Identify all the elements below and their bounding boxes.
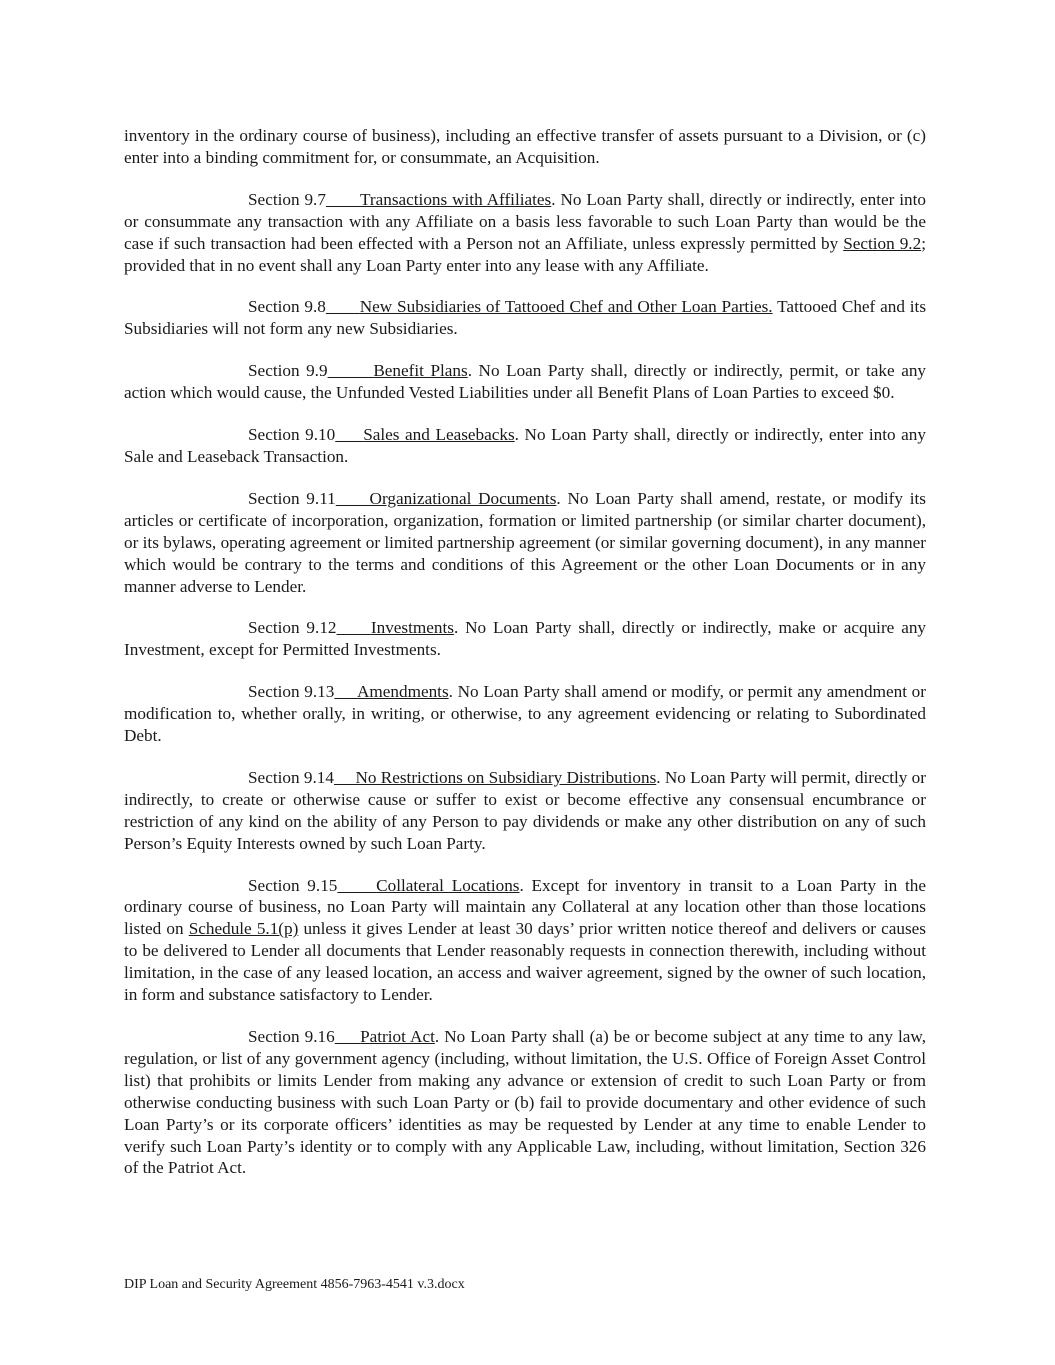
section-9-15: [124, 875, 926, 1006]
section-text: ; provided that in no event shall any Loan Party enter into any lease with any Affiliate.: [124, 233, 926, 275]
section-title: Patriot Act: [360, 1027, 435, 1046]
section-text: unless it gives Lender at least 30 days’ prior written notice thereof and delivers or causes to be delivered to Lender all documents that Lender reasonably requests in connection therewith, including without limitation, in the case of any leased location, an access and waiver agreement, signed by the owner of such location, in form and substance satisfactory to Lender.: [124, 919, 926, 1005]
section-9-10: [124, 424, 926, 468]
section-number: Section 9.8: [248, 297, 326, 317]
section-text: . No Loan Party shall, directly or indirectly, make or acquire any Investment, except for Permitted Investments.: [124, 618, 927, 660]
section-text: . No Loan Party shall, directly or indirectly, permit, or take any action which would cause, the Unfunded Vested Liabilities under all Benefit Plans of Loan Parties to exceed $0.: [124, 361, 927, 403]
section-number: Section 9.12: [248, 618, 337, 638]
section-number: Section 9.9: [248, 361, 328, 381]
section-number: Section 9.15: [248, 875, 338, 895]
section-number: Section 9.13: [248, 682, 335, 702]
section-text: . No Loan Party shall (a) be or become subject at any time to any law, regulation, or list of any government agency (including, without limitation, the U.S. Office of Foreign Asset Control list) that prohibits or limits Lender from making any advance or extension of credit to such Loan Party or from otherwise conducting business with such Loan Party or (b) fail to provide documentary and other evidence of such Loan Party’s or its corporate officers’ identities as may be requested by Lender at any time to enable Lender to verify such Loan Party’s identity or to comply with any Applicable Law, including, without limitation, Section 326 of the Patriot Act.: [124, 1027, 927, 1178]
section-text: . No Loan Party shall, directly or indirectly, enter into or consummate any transaction with any Affiliate on a basis less favorable to such Loan Party than would be the case if such transaction had been effected with a Person not an Affiliate, unless expressly permitted by: [124, 189, 926, 253]
section-reference-link[interactable]: Section 9.2: [843, 233, 922, 253]
section-number: Section 9.11: [248, 488, 336, 508]
section-title: Organizational Documents: [369, 488, 557, 508]
section-number: Section 9.16: [248, 1027, 335, 1046]
section-text: . No Loan Party shall, directly or indirectly, enter into any Sale and Leaseback Transaction.: [124, 425, 926, 466]
section-reference-link[interactable]: Schedule 5.1(p): [188, 919, 299, 939]
section-title: Collateral Locations: [376, 875, 520, 895]
section-title: Transactions with Affiliates: [360, 189, 552, 209]
section-title: Benefit Plans: [373, 361, 468, 381]
section-title: Amendments: [356, 682, 449, 702]
section-number: Section 9.14: [248, 767, 334, 787]
intro-text: inventory in the ordinary course of business), including an effective transfer of assets pursuant to a Division, or (c) enter into a binding commitment for, or consummate, an Acquisition.: [124, 126, 926, 167]
page-footer: DIP Loan and Security Agreement 4856-7963-4541 v.3.docx: [124, 1277, 465, 1292]
section-9-9: [124, 360, 926, 404]
section-9-13: [124, 681, 926, 747]
section-number: Section 9.7: [248, 189, 326, 209]
section-title: No Restrictions on Subsidiary Distributions: [355, 767, 657, 787]
section-title: New Subsidiaries of Tattooed Chef and Other Loan Parties.: [359, 297, 773, 317]
section-9-12: [124, 617, 926, 661]
section-9-11: [124, 488, 926, 598]
section-9-8: [124, 296, 926, 340]
section-9-16: [124, 1026, 926, 1179]
section-text: Tattooed Chef and its Subsidiaries will not form any new Subsidiaries.: [124, 297, 927, 339]
intro-paragraph: [124, 125, 926, 169]
section-text: . No Loan Party shall amend, restate, or modify its articles or certificate of incorporation, organization, formation or limited partnership (or similar charter document), or its bylaws, operating agreement or limited partnership agreement (or similar governing document), in any manner which would be contrary to the terms and conditions of this Agreement or the other Loan Documents or in any manner adverse to Lender.: [124, 488, 926, 596]
section-9-14: [124, 767, 926, 855]
section-9-7: [124, 189, 926, 277]
section-title: Sales and Leasebacks: [363, 425, 515, 445]
section-text: . No Loan Party shall amend or modify, or permit any amendment or modification to, whether orally, in writing, or otherwise, to any agreement evidencing or relating to Subordinated Debt.: [124, 682, 926, 746]
document-body: [124, 125, 926, 1199]
section-text: . No Loan Party will permit, directly or indirectly, to create or otherwise cause or suffer to exist or become effective any consensual encumbrance or restriction of any kind on the ability of any Person to pay dividends or make any other distribution on any of such Person’s Equity Interests owned by such Loan Party.: [124, 767, 926, 853]
section-title: Investments: [370, 618, 454, 638]
section-number: Section 9.10: [248, 425, 336, 445]
section-text: . Except for inventory in transit to a Loan Party in the ordinary course of business, no Loan Party will maintain any Collateral at any location other than those locations listed on: [124, 875, 927, 939]
